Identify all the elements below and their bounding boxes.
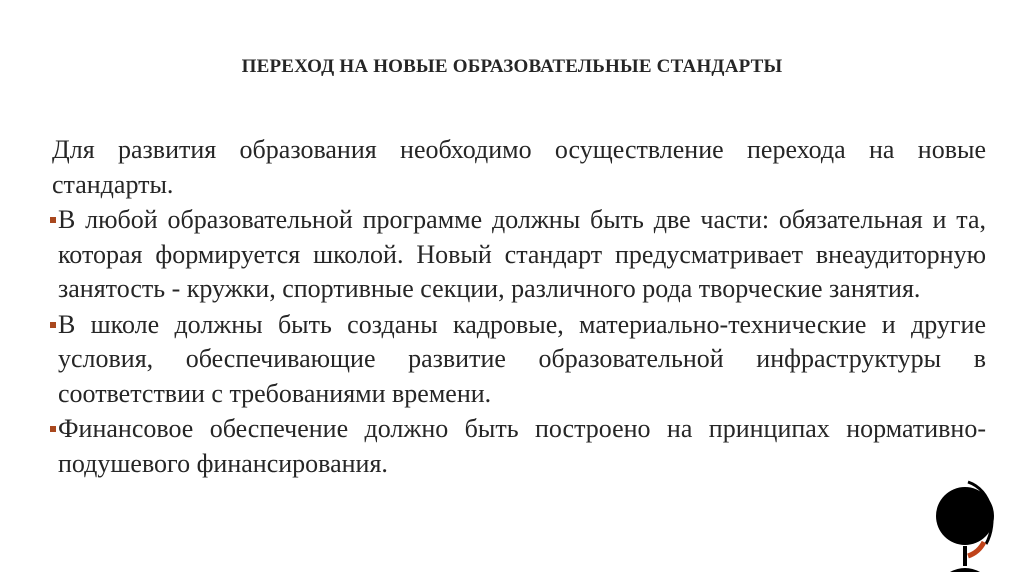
square-bullet-icon <box>50 426 56 432</box>
bullet-text: В школе должны быть созданы кадровые, материально-технические и другие условия, обеспечивающие развитие образовательной инфраструктуры в соответствии с требованиями времени. <box>58 309 986 408</box>
square-bullet-icon <box>50 217 56 223</box>
bullet-item <box>52 203 986 307</box>
bullet-text: В любой образовательной программе должны быть две части: обязательная и та, которая формируется школой. Новый стандарт предусматривает внеаудиторную занятость - кружки, спортивные секции, различного рода творческие занятия. <box>58 205 986 303</box>
square-bullet-icon <box>50 322 56 328</box>
bullet-item <box>52 412 986 481</box>
slide-title: ПЕРЕХОД НА НОВЫЕ ОБРАЗОВАТЕЛЬНЫЕ СТАНДАРТЫ <box>241 56 783 77</box>
bullet-text: Финансовое обеспечение должно быть построено на принципах нормативно-подушевого финансирования. <box>58 414 986 478</box>
intro-paragraph: Для развития образования необходимо осуществление перехода на новые стандарты. <box>52 135 986 199</box>
globe-icon <box>930 478 1000 576</box>
slide-body <box>52 133 986 482</box>
bullet-item <box>52 308 986 412</box>
